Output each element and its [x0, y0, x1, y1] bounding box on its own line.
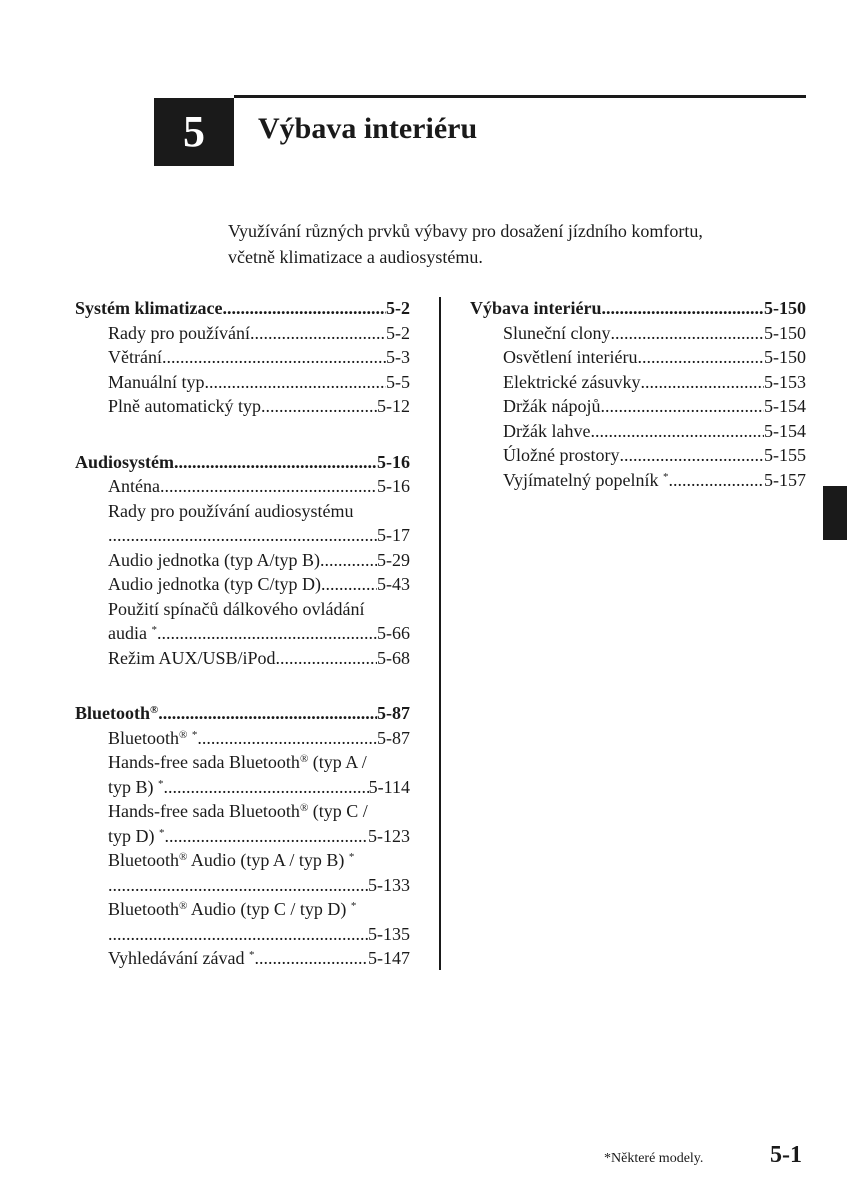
registered-mark: ®: [179, 851, 188, 863]
footnote: *Některé modely.: [604, 1151, 704, 1166]
toc-entry[interactable]: Režim AUX/USB/iPod ..... 5-68: [75, 646, 410, 671]
page-number: 5-1: [770, 1142, 802, 1168]
toc-entry[interactable]: Držák nápojů ..... 5-154: [470, 394, 806, 419]
toc-heading-bluetooth[interactable]: Bluetooth® ..... 5-87: [75, 701, 410, 726]
toc-section-interior: [470, 296, 806, 492]
registered-mark: ®: [299, 753, 309, 765]
registered-mark: ®: [179, 900, 188, 912]
toc-column-right: [470, 296, 806, 523]
toc-heading-audio[interactable]: Audiosystém ..... 5-16: [75, 450, 410, 475]
toc-entry-text[interactable]: Rady pro používání audiosystému: [108, 500, 354, 521]
toc-entry[interactable]: Větrání ..... 5-3: [75, 345, 410, 370]
column-divider: [439, 297, 441, 970]
toc-section-bluetooth: [75, 701, 410, 971]
intro-line-1: Využívání různých prvků výbavy pro dosažení jízdního komfortu,: [228, 221, 703, 241]
toc-entry[interactable]: Rady pro používání ..... 5-2: [75, 321, 410, 346]
toc-entry-continued[interactable]: typ B) * ..... 5-114: [75, 775, 410, 800]
chapter-number: 5: [183, 107, 205, 156]
toc-entry[interactable]: Anténa ..... 5-16: [75, 474, 410, 499]
toc-entry[interactable]: Sluneční clony ..... 5-150: [470, 321, 806, 346]
model-asterisk: *: [248, 949, 255, 961]
model-asterisk: *: [350, 900, 357, 912]
toc-entry-text[interactable]: Hands-free sada Bluetooth® (typ C /: [108, 801, 368, 821]
chapter-thumb-tab: [823, 486, 847, 540]
registered-mark: ®: [299, 802, 309, 814]
toc-entry[interactable]: Vyhledávání závad * ..... 5-147: [75, 946, 410, 971]
toc-entry-continued[interactable]: typ D) * ..... 5-123: [75, 824, 410, 849]
toc-heading-interior[interactable]: Výbava interiéru ..... 5-150: [470, 296, 806, 321]
toc-entry-text[interactable]: Bluetooth® Audio (typ C / typ D) *: [108, 899, 357, 919]
chapter-title: Výbava interiéru: [258, 112, 478, 145]
toc-entry-text[interactable]: Použití spínačů dálkového ovládání: [108, 598, 365, 619]
toc-entry-text[interactable]: Hands-free sada Bluetooth® (typ A /: [108, 752, 367, 772]
model-asterisk: *: [191, 728, 198, 741]
header-rule: [234, 95, 806, 98]
toc-section-climate: [75, 296, 410, 419]
intro-line-2: včetně klimatizace a audiosystému.: [228, 247, 483, 267]
model-asterisk: *: [158, 777, 164, 790]
toc-entry-continued[interactable]: ..... 5-135: [75, 922, 410, 947]
chapter-number-box: [154, 98, 234, 166]
toc-entry-continued[interactable]: ..... 5-133: [75, 873, 410, 898]
toc-entry-continued[interactable]: ..... 5-17: [75, 523, 410, 548]
toc-entry[interactable]: Úložné prostory ..... 5-155: [470, 443, 806, 468]
model-asterisk: *: [159, 826, 165, 839]
chapter-intro: [228, 218, 768, 270]
toc-entry[interactable]: Osvětlení interiéru ..... 5-150: [470, 345, 806, 370]
toc-entry-text[interactable]: Bluetooth® Audio (typ A / typ B) *: [108, 850, 355, 870]
toc-entry[interactable]: Manuální typ ..... 5-5: [75, 370, 410, 395]
toc-entry-continued[interactable]: audia * ..... 5-66: [75, 621, 410, 646]
toc-entry[interactable]: Vyjímatelný popelník * ..... 5-157: [470, 468, 806, 493]
toc-entry[interactable]: Audio jednotka (typ C/typ D) ..... 5-43: [75, 572, 410, 597]
toc-column-left: [75, 296, 410, 1002]
toc-entry[interactable]: Bluetooth® * ..... 5-87: [75, 726, 410, 751]
toc-heading-climate[interactable]: Systém klimatizace ..... 5-2: [75, 296, 410, 321]
model-asterisk: *: [151, 624, 157, 636]
toc-entry[interactable]: Plně automatický typ ..... 5-12: [75, 394, 410, 419]
registered-mark: ®: [179, 728, 188, 741]
model-asterisk: *: [348, 851, 355, 863]
toc-entry[interactable]: Držák lahve ..... 5-154: [470, 419, 806, 444]
registered-mark: ®: [150, 704, 159, 716]
toc-entry[interactable]: Audio jednotka (typ A/typ B) ..... 5-29: [75, 548, 410, 573]
toc-entry[interactable]: Elektrické zásuvky ..... 5-153: [470, 370, 806, 395]
toc-section-audio: [75, 450, 410, 671]
model-asterisk: *: [662, 470, 669, 483]
